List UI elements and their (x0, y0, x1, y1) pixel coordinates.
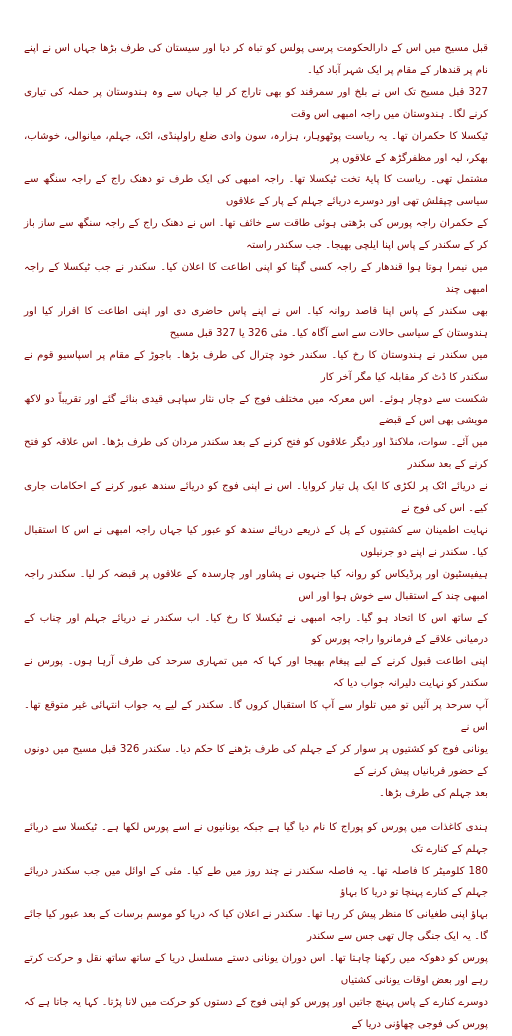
paragraph-1: قبل مسیح میں اس کے دارالحکومت پرسی پولس کو تباہ کر دیا اور سیستان کی طرف بڑھا جہاں اس نے اپنے نام پر قندھار کے مقام پر ایک شہر آباد کیا۔ 327 قبل مسیح تک اس نے بلخ اور سمرقند کو بھی تاراج کر لیا جہاں سے وہ ہندوستان پر حملہ کی تیاری کرنے لگا۔ ہندوستان میں راجہ امبھی اس وقت ٹیکسلا کا حکمران تھا۔ یہ ریاست پوٹھوہار، ہزارہ، سون وادی ضلع راولپنڈی، اٹک، جہلم، میانوالی، خوشاب، بھکر، لیہ اور مظفرگڑھ کے علاقوں پر مشتمل تھی۔ ریاست کا پایۂ تخت ٹیکسلا تھا۔ راجہ امبھی کی ایک طرف تو دھنک راج کے راجہ سنگھ سے سیاسی چپقلش تھی اور دوسرے دریائے جہلم کے پار کے علاقوں کے حکمران راجہ پورس کی بڑھتی ہوئی طاقت سے خائف تھا۔ اس نے دھنک راج کے راجہ سنگھ سے ساز باز کر کے سکندر کے پاس اپنا ایلچی بھیجا۔ جب سکندر راستہ میں نیمرا ہوتا ہوا قندھار کے راجہ کسی گپتا کو اپنی اطاعت کا اعلان کیا۔ سکندر نے جب ٹیکسلا کے راجہ امبھی چند بھی سکندر کے پاس اپنا قاصد روانہ کیا۔ اس نے اپنے پاس حاضری دی اور اپنی اطاعت کا اقرار کیا اور ہندوستان کے سیاسی حالات سے اسے آگاہ کیا۔ مئی 326 یا 327 قبل مسیح میں سکندر نے ہندوستان کا رخ کیا۔ سکندر خود چترال کی طرف بڑھا۔ باجوڑ کے مقام پر اسپاسیو قوم نے سکندر کا ڈٹ کر مقابلہ کیا مگر آخر کار شکست سے دوچار ہوئے۔ اس معرکہ میں مختلف فوج کے جاں نثار سپاہی قیدی بنائے گئے اور تقریباً دو لاکھ مویشی بھی اس کے قبضے میں آئے۔ سوات، ملاکنڈ اور دیگر علاقوں کو فتح کرنے کے بعد سکندر مردان کی طرف بڑھا۔ اس علاقہ کو فتح کرنے کے بعد سکندر نے دریائے اٹک پر لکڑی کا ایک پل تیار کروایا۔ اس نے اپنی فوج کو دریائے سندھ عبور کرنے کے احکامات جاری کیے۔ اس کی فوج نے نہایت اطمینان سے کشتیوں کے پل کے ذریعے دریائے سندھ کو عبور کیا جہاں راجہ امبھی نے اس کا استقبال کیا۔ سکندر نے اپنے دو جرنیلوں ہیفیسٹیون اور پرڈیکاس کو روانہ کیا جنہوں نے پشاور اور چارسدہ کے علاقوں پر قبضہ کر لیا۔ سکندر راجہ امبھی چند کے استقبال سے خوش ہوا اور اس کے ساتھ اس کا اتحاد ہو گیا۔ راجہ امبھی نے ٹیکسلا کا رخ کیا۔ اب سکندر نے دریائے جہلم اور چناب کے درمیانی علاقے کے فرمانروا راجہ پورس کو اپنی اطاعت قبول کرنے کے لیے پیغام بھیجا اور کہا کہ میں تمہاری سرحد کی طرف آرہا ہوں۔ پورس نے سکندر کو نہایت دلیرانہ جواب دیا کہ آپ سرحد پر آئیں تو میں تلوار سے آپ کا استقبال کروں گا۔ سکندر کے لیے یہ جواب انتہائی غیر متوقع تھا۔ اس نے یونانی فوج کو کشتیوں پر سوار کر کے جہلم کی طرف بڑھنے کا حکم دیا۔ سکندر 326 قبل مسیح میں دونوں کے حضور قربانیاں پیش کرنے کے بعد جہلم کی طرف بڑھا۔ (24, 43, 488, 799)
paragraph-2: ہندی کاغذات میں پورس کو پوراج کا نام دیا گیا ہے جبکہ یونانیوں نے اسے پورس لکھا ہے۔ ٹیکسلا سے دریائے جہلم کے کنارے تک 180 کلومیٹر کا فاصلہ تھا۔ یہ فاصلہ سکندر نے چند روز میں طے کیا۔ مئی کے اوائل میں جب سکندر دریائے جہلم کے کنارے پہنچا تو دریا کا بہاؤ بہاؤ اپنی طغیانی کا منظر پیش کر رہا تھا۔ سکندر نے اعلان کیا کہ دریا کو موسم برسات کے بعد عبور کیا جائے گا۔ یہ ایک جنگی چال تھی جس سے سکندر پورس کو دھوکہ میں رکھنا چاہتا تھا۔ اس دوران یونانی دستے مسلسل دریا کے ساتھ ساتھ نقل و حرکت کرتے رہے اور بعض اوقات یونانی کشتیاں دوسرے کنارے کے پاس پہنچ جاتیں اور پورس کو اپنی فوج کے دستوں کو حرکت میں لانا پڑتا۔ کہا یہ جاتا ہے کہ پورس کی فوجی چھاؤنی دریا کے (24, 821, 488, 1030)
